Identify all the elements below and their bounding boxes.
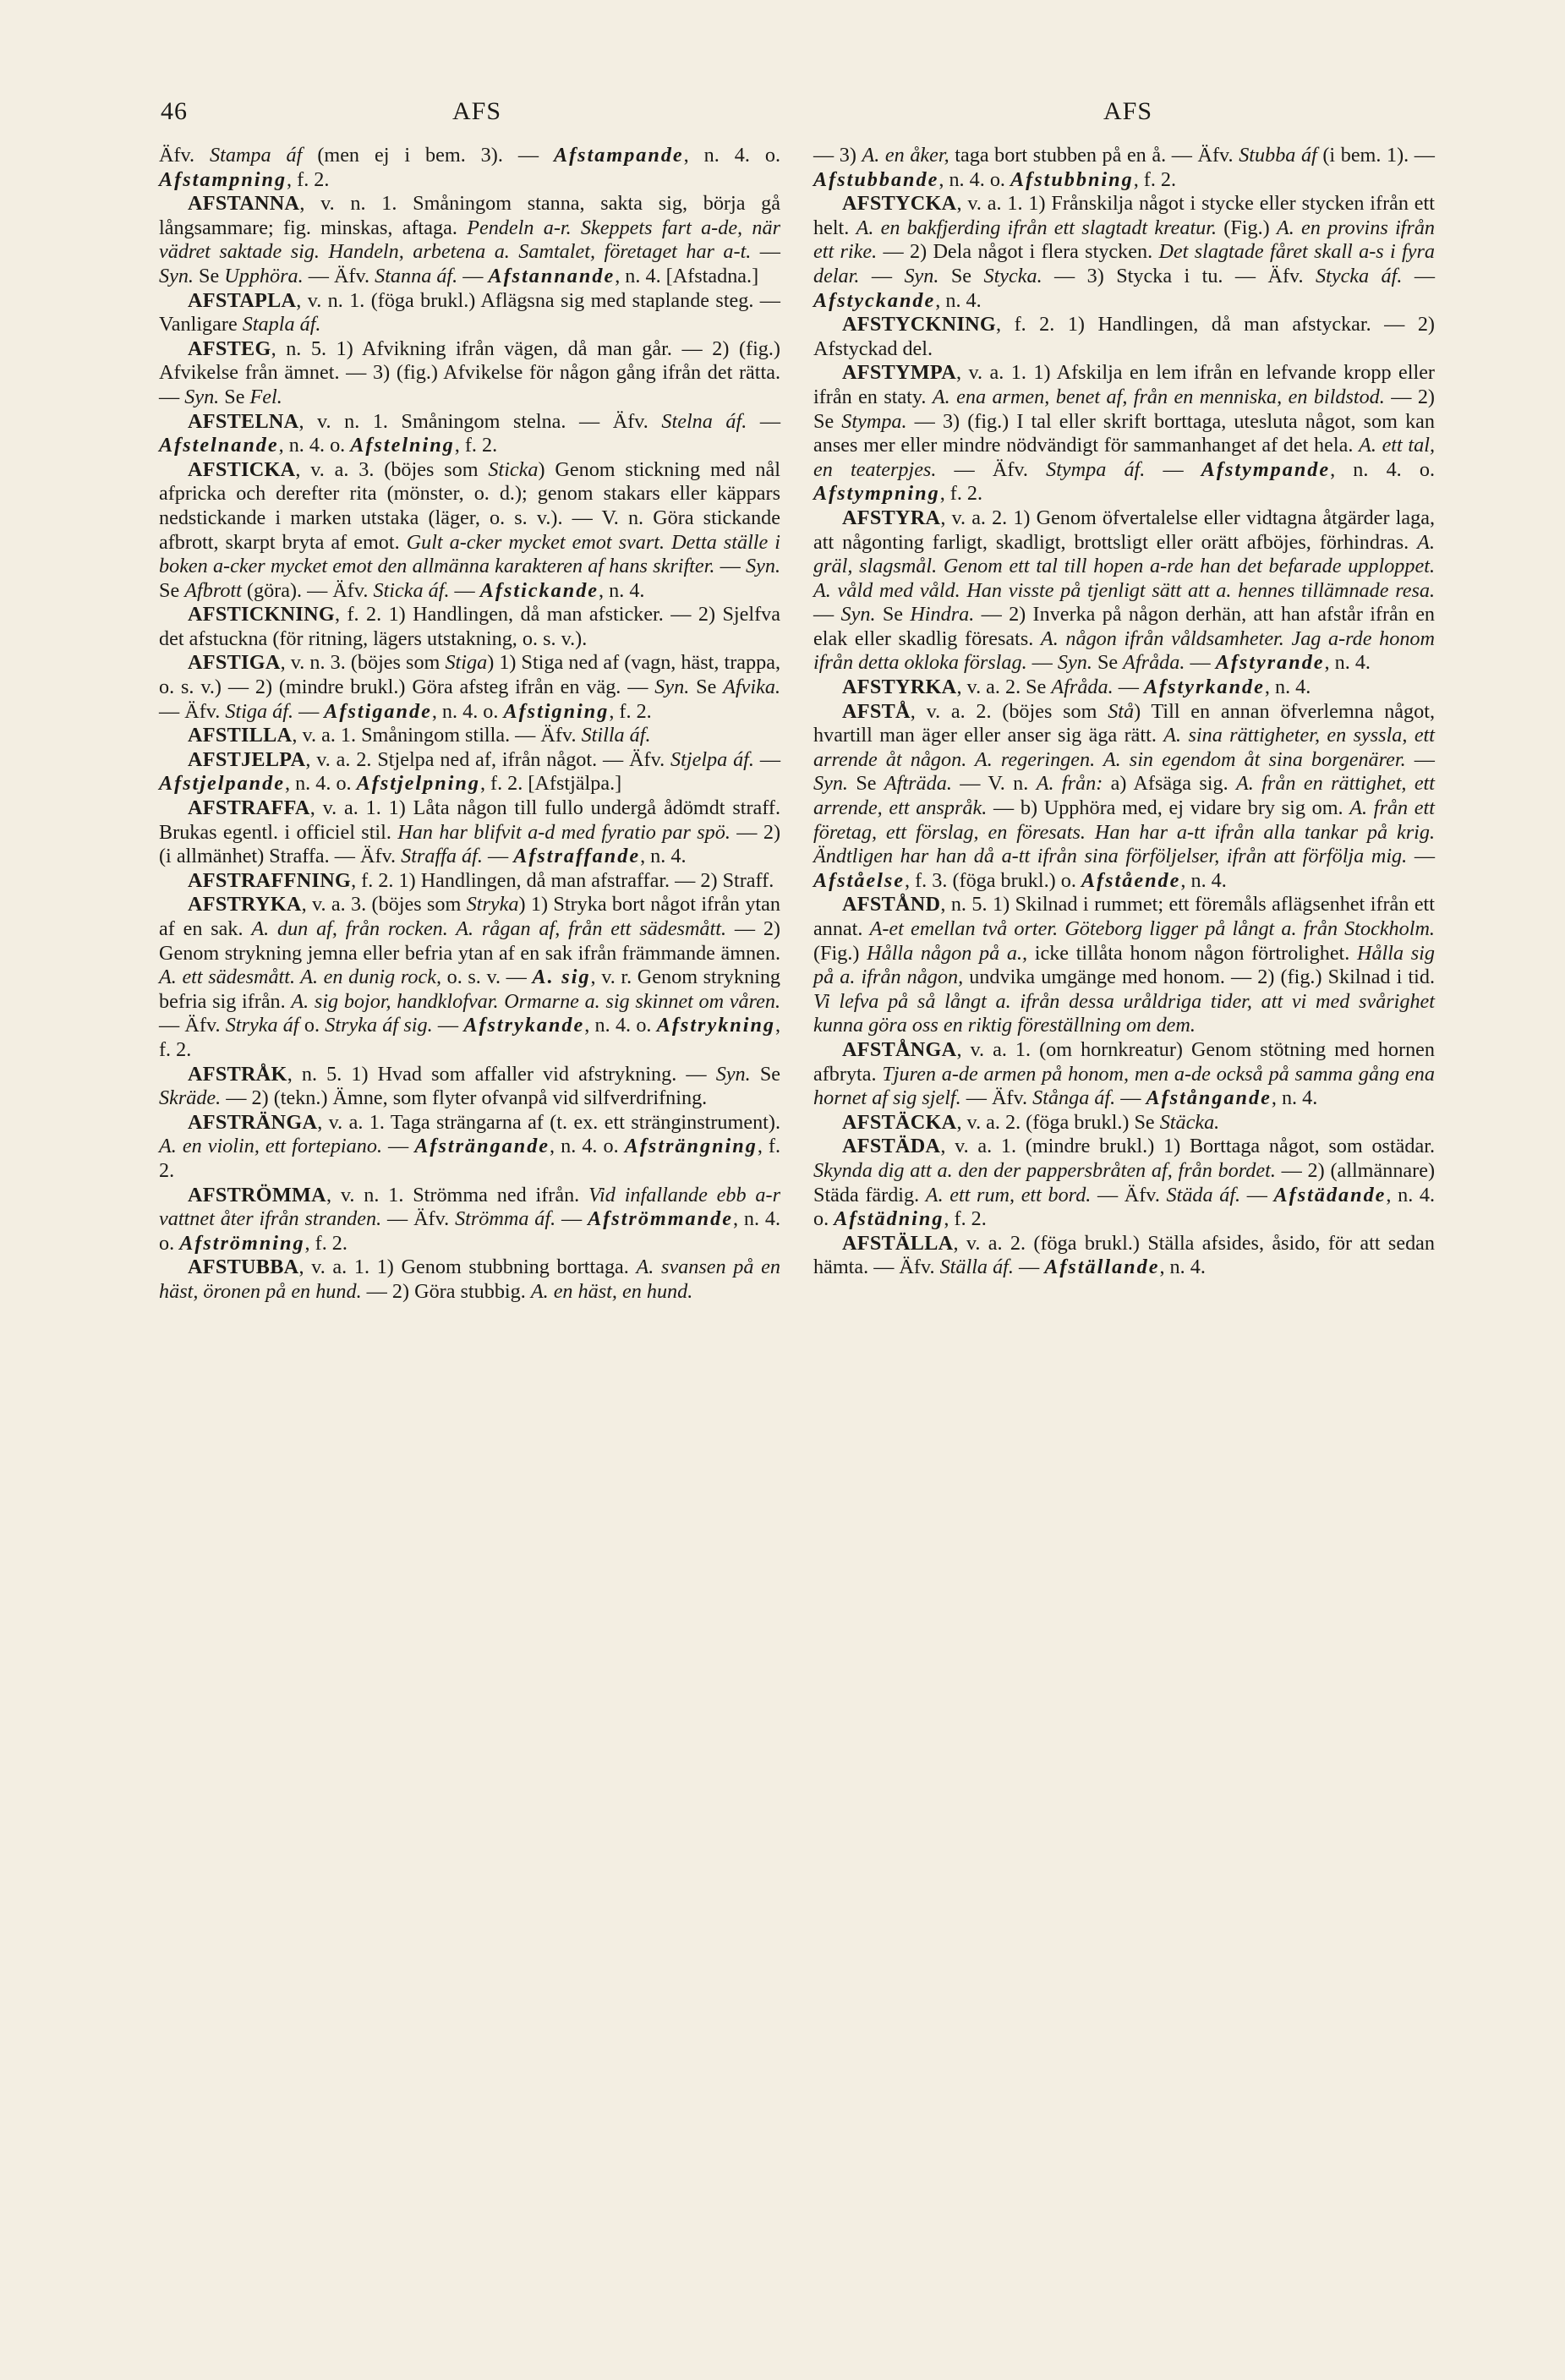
entry-text: , v. a. 1. 1) Låta någon till fullo undergå ådömdt straff. Brukas egentl. i officiel stil. [159,796,780,844]
example-text: Stampa áf [210,144,303,167]
example-text: Syn. [813,772,848,796]
example-text: Stympa áf. [1046,457,1146,481]
example-text: Afvika. [723,676,780,699]
entry-text: , v. n. 1. Småningom stelna. — Äfv. [298,409,662,433]
example-text: Stäcka. [1159,1110,1220,1134]
example-text: Sticka [488,457,539,481]
headword: AFSTYCKA [842,192,957,216]
entry-text: , v. a. 2. 1) Genom öfvertalelse eller vidtagna åtgärder laga, att någonting farligt, skadligt, brottsligt eller orätt afböjes, förhindras. [813,506,1435,554]
dictionary-entry [159,869,780,894]
example-text: Pendeln a-r. Skeppets fart a-de, när vädret saktade sig. Handeln, arbetena a. Samtalet, företaget har a-t. [159,216,780,264]
entry-text: taga bort stubben på en å. — Äfv. [949,144,1239,167]
headword: AFSTRÅK [188,1062,287,1086]
example-text: Det slagtade fåret skall a-s i fyra delar. [813,240,1435,287]
example-text: Syn. [840,603,876,626]
entry-text: , n. 4. [Afstadna.] [615,264,759,287]
example-text: Skräde. [159,1086,222,1110]
entry-text: , n. 4. o. [284,772,357,796]
entry-text: Äfv. [159,144,211,167]
example-text: Hålla sig på a. ifrån någon, [813,941,1435,989]
entry-text: — [1405,747,1435,771]
entry-text: (Fig.) [813,941,867,965]
entry-text: Se [1092,651,1124,675]
example-text: Stå [1108,699,1135,723]
dictionary-entry [813,700,1435,894]
dictionary-entry [159,748,780,796]
entry-text: undvika umgänge med honom. — 2) (fig.) Skilnad i tid. [963,966,1435,989]
example-text: A. ett tal, en teaterpjes. [813,434,1435,481]
entry-text: — [555,1207,588,1231]
dictionary-entry [159,1184,780,1256]
example-text: Afråda. [1051,676,1114,699]
entry-text: — [714,555,747,578]
entry-text: , f. 2. 1) Handlingen, då man afsticker. — 2) Sjelfva det afstuckna (för ritning, lägers utstakning, o. s. v.). [159,603,780,650]
entry-text: — [813,603,841,626]
dictionary-entry [813,1111,1435,1135]
entry-text: Se [159,578,185,602]
entry-text: , v. a. 1. 1) Genom stubbning borttaga. [298,1256,637,1279]
entry-text: — 2) (tekn.) Ämne, som flyter ofvanpå vid silfverdrifning. [221,1086,708,1110]
entry-text: , v. n. 1. Strömma ned ifrån. [326,1183,589,1206]
dictionary-entry [159,1111,780,1184]
example-text: Ställa áf. [939,1256,1014,1279]
example-text: Stympa. [841,409,907,433]
entry-text: a) Afsäga sig. [1103,772,1236,796]
example-text: A. ett sädesmått. A. en dunig rock, [159,966,441,989]
left-column [159,144,780,1305]
dictionary-entry [813,893,1435,1038]
entry-text: — [1026,651,1058,675]
example-text: Straffa áf. [401,845,483,868]
headword: AFSTICKA [188,457,296,481]
example-text: Sticka áf. [373,578,450,602]
entry-text: (men ej i bem. 3). — [302,144,554,167]
entry-text: ) Till en annan öfverlemna något, hvartill man äger eller anser sig äga rätt. [813,699,1435,747]
example-text: Gult a-cker mycket emot svart. Detta ställe i boken a-cker mycket emot den allmänna karakteren af hans skrifter. [159,530,780,578]
example-text: Hindra. [910,603,975,626]
dictionary-entry [159,337,780,410]
example-text: Stiga áf. [225,699,294,723]
entry-text: — [859,264,905,287]
derived-form: Afstyrkande [1143,676,1265,699]
entry-text: — [1145,457,1201,481]
entry-text: , v. a. 1. 1) Frånskilja något i stycke eller stycken ifrån ett helt. [813,192,1435,239]
dictionary-entry [813,676,1435,700]
example-text: A. ett rum, ett bord. [925,1183,1092,1206]
entry-text: Se [219,385,250,408]
entry-text: , v. a. 2. (böjes som [910,699,1108,723]
entry-text: — 2) Göra stubbig. [361,1279,531,1303]
derived-form: Afstående [1081,868,1181,892]
headword: AFSTRYKA [188,893,302,916]
example-text: Stånga áf. [1032,1086,1116,1110]
headword: AFSTÄLLA [842,1231,954,1255]
dictionary-entry [159,893,780,1062]
example-text: Syn. [184,385,220,408]
entry-text: — [449,578,480,602]
entry-text: , v. a. 2. Stjelpa ned af, ifrån något. — Äfv. [305,747,671,771]
entry-text: , n. 4. o. [550,1135,625,1158]
dictionary-entry [159,458,780,604]
entry-text: , f. 2. [Afstjälpa.] [479,772,622,796]
example-text: Syn. [1057,651,1092,675]
entry-text: — [293,699,325,723]
headword: AFSTÅND [842,893,941,916]
entry-text: — [1113,676,1144,699]
derived-form: Afstigande [324,699,432,723]
example-text: Syn. [159,264,194,287]
entry-text: Se [193,264,225,287]
example-text: A-et emellan två orter. Göteborg ligger på långt a. från Stockholm. [869,917,1435,940]
example-text: A. gräl, slagsmål. Genom ett tal till hopen a-rde han det befarade upploppet. A. våld med våld. Han visste på tjenligt sätt att a. hennes tillämnade resa. [813,530,1435,602]
example-text: Vi lefva på så långt a. ifrån dessa uråldriga tider, att vi med svårighet kunna göra oss en riktig föreställning om dem. [813,989,1435,1037]
derived-form: Afstjelpande [159,772,285,796]
entry-text: — [457,264,489,287]
entry-text: , n. 4. o. [938,167,1010,191]
derived-form: Afstelnande [159,434,279,457]
example-text: A. från ett företag, ett förslag, en föresats. Han har a-tt ifrån alla tankar på krig. Ändtligen har han då a-tt ifrån sina förföljelser, ifrån att förfölja mig. [813,796,1435,868]
example-text: Afbrott [184,578,242,602]
example-text: Han har blifvit a-d med fyratio par spö. [397,820,731,844]
right-column [813,144,1435,1280]
entry-text: , n. 4. [640,845,687,868]
example-text: A. en violin, ett fortepiano. [159,1135,382,1158]
example-text: A. en häst, en hund. [530,1279,693,1303]
example-text: A. en provins ifrån ett rike. [813,216,1436,264]
entry-text: , f. 2. [159,1014,781,1061]
entry-text: , f. 2. [1133,167,1177,191]
entry-text: , n. 4. o. [431,699,504,723]
example-text: Stelna áf. [661,409,747,433]
entry-text: — [432,1014,464,1037]
dictionary-entry [813,1135,1435,1231]
entry-text: (göra). — Äfv. [241,578,374,602]
entry-text: , v. n. 1. (föga brukl.) Aflägsna sig med staplande steg. — Vanligare [159,288,780,336]
derived-form: Afstubbande [813,167,939,191]
entry-text: , n. 4. o. [813,1183,1435,1231]
headword: AFSTRÄNGA [188,1110,318,1134]
entry-text: Se [875,603,911,626]
dictionary-entry [159,410,780,458]
example-text: Skynda dig att a. den der pappersbråten af, från bordet. [813,1158,1276,1182]
derived-form: Afströmning [179,1231,305,1255]
example-text: Stubba áf [1239,144,1317,167]
headword: AFSTUBBA [188,1256,299,1279]
entry-text: , v. n. 3. (böjes som [280,651,446,675]
headword: AFSTÄDA [842,1135,941,1158]
entry-text: , n. 4. o. [278,434,351,457]
entry-text: , v. a. 1. 1) Afskilja en lem ifrån en lefvande kropp eller ifrån en staty. [813,361,1435,408]
entry-text: , n. 4. [1324,651,1371,675]
derived-form: Afståelse [813,868,906,892]
entry-text: , v. a. 3. (böjes som [295,457,489,481]
entry-text: — [747,409,781,433]
entry-text: Se [750,1062,781,1086]
example-text: Afråda. [1123,651,1185,675]
entry-text: — [751,240,780,264]
entry-text: — 2) Genom strykning jemna eller befria ytan af en sak ifrån främmande ämnen. [159,917,780,965]
entry-text: Se [847,772,884,796]
entry-text: , n. 5. 1) Afvikning ifrån vägen, då man går. — 2) (fig.) Afvikelse från ämnet. — 3) (fig.) Afvikelse för någon gång ifrån det rätta. — [159,336,780,408]
example-text: Afträda. [884,772,952,796]
example-text: Fel. [249,385,282,408]
entry-text: — 2) Dela något i flera stycken. [877,240,1159,264]
entry-text: , v. a. 2. (föga brukl.) Ställa afsides, åsido, för att sedan hämta. — Äfv. [813,1231,1435,1279]
dictionary-entry [159,289,780,337]
headword: AFSTEG [188,336,271,360]
entry-text: — 3) [813,144,862,167]
entry-text: — [1402,264,1436,287]
entry-text: — Äfv. [960,1086,1033,1110]
dictionary-entry [813,192,1435,313]
derived-form: Afstampning [159,167,287,191]
headword: AFSTYMPA [842,361,956,385]
entry-text: — [1407,845,1436,868]
headword: AFSTICKNING [188,603,335,626]
entry-text: ) 1) Stiga ned af (vagn, häst, trappa, o. s. v.) — 2) (mindre brukl.) Göra afsteg ifrån en väg. — [159,651,781,699]
headword: AFSTELNA [188,409,299,433]
entry-text: — Äfv. [159,1014,226,1037]
example-text: Stryka [466,893,519,916]
example-text: Stryka áf sig. [325,1014,433,1037]
entry-text: — [1013,1256,1045,1279]
example-text: Hålla någon på a., [867,941,1028,965]
entry-text: , f. 2. [609,699,652,723]
entry-text: — [482,845,514,868]
entry-text: , f. 2. [454,434,498,457]
derived-form: Afstannande [488,264,616,287]
dictionary-entry [813,1232,1435,1280]
dictionary-entry [159,651,780,724]
entry-text: Se [938,264,984,287]
entry-text: , f. 2. [944,1207,987,1231]
derived-form: Afstrykning [656,1014,775,1037]
example-text: Syn. [904,264,939,287]
entry-text: — b) Upphöra med, ej vidare bry sig om. [987,796,1350,820]
derived-form: Afstångande [1146,1086,1272,1110]
entry-text: , n. 4. [1264,676,1311,699]
example-text: Stjelpa áf. [670,747,754,771]
headword: AFSTYRA [842,506,941,529]
entry-text: — 2) Se [813,385,1435,433]
example-text: A. någon ifrån våldsamheter. Jag a-rde honom ifrån detta okloka förslag. [813,626,1435,675]
example-text: Strömma áf. [455,1207,556,1231]
headword: AFSTÄCKA [842,1110,957,1134]
entry-text: — Äfv. [159,699,226,723]
entry-text: , f. 2. [939,482,983,506]
example-text: A. ena armen, benet af, från en menniska, en bildstod. [932,385,1385,408]
entry-text: (i bem. 1). — [1316,144,1435,167]
entry-text: , v. a. 1. (mindre brukl.) 1) Borttaga något, som ostädar. [940,1135,1435,1158]
derived-form: Afstigning [503,699,610,723]
derived-form: Afstampande [553,144,684,167]
example-text: Stycka. [983,264,1042,287]
headword: AFSTANNA [188,192,300,216]
example-text: Upphöra. [224,264,304,287]
example-text: A. från en rättighet, ett arrende, ett anspråk. [813,772,1435,820]
entry-text: ) 1) Stryka bort något ifrån ytan af en sak. [159,893,780,940]
derived-form: Afstädning [834,1207,944,1231]
example-text: Vid infallande ebb a-r vattnet åter ifrån stranden. [159,1183,780,1231]
dictionary-entry [813,361,1435,506]
example-text: Städa áf. [1166,1183,1241,1206]
entry-text: — V. n. [951,772,1037,796]
entry-text: — Äfv. [1091,1183,1167,1206]
entry-text: (Fig.) [1217,216,1277,239]
dictionary-entry [159,144,780,192]
example-text: Syn. [654,676,690,699]
example-text: A. sina rättigheter, en syssla, ett arrende åt någon. A. regeringen. A. sin egendom åt sina borgenärer. [813,724,1435,771]
entry-text: , n. 5. 1) Skilnad i rummet; ett föremåls aflägsenhet ifrån ett annat. [813,893,1435,940]
example-text: A. dun af, från rocken. A. rågan af, från ett sädesmått. [251,917,727,940]
headword: AFSTAPLA [188,288,297,312]
entry-text: — 2) Inverka på någon derhän, att han afstår ifrån en elak eller skadlig föresats. [813,603,1436,650]
entry-text: , n. 4. [935,288,982,312]
entry-text: , v. r. Genom strykning befria sig ifrån. [159,966,781,1013]
entry-text: , v. a. 2. Se [956,676,1052,699]
entry-text: , v. n. 1. Småningom stanna, sakta sig, börja gå långsammare; fig. minskas, aftaga. [159,192,780,239]
entry-text: o. [298,1014,326,1037]
entry-text: — Äfv. [381,1207,456,1231]
dictionary-entry [159,1063,780,1111]
derived-form: Afstrykande [463,1014,585,1037]
headword: AFSTRÖMMA [188,1183,326,1206]
derived-form: Afstympande [1201,457,1331,481]
entry-text: , f. 2. [287,167,330,191]
example-text: Stapla áf. [242,313,321,336]
dictionary-entry [159,1256,780,1304]
headword: AFSTÅNGA [842,1037,957,1061]
example-text: Stanna áf. [375,264,458,287]
derived-form: Afstickande [479,578,599,602]
derived-form: Afsträngning [624,1135,758,1158]
derived-form: Afstelning [350,434,455,457]
entry-text: — Äfv. [303,264,375,287]
entry-text: , v. a. 1. Småningom stilla. — Äfv. [292,724,582,747]
example-text: A. sig bojor, handklofvar. Ormarne a. sig skinnet om våren. [291,989,780,1013]
dictionary-entry [159,603,780,651]
entry-text: , f. 3. (föga brukl.) o. [905,868,1081,892]
entry-text: , n. 4. o. [159,1207,781,1255]
dictionary-entry [813,1038,1435,1111]
entry-text: , v. a. 1. Taga strängarna af (t. ex. ett stränginstrument). [317,1110,780,1134]
example-text: Stryka áf [225,1014,299,1037]
entry-text: — [382,1135,415,1158]
dictionary-entry [813,313,1435,361]
derived-form: Afstjelpning [356,772,480,796]
derived-form: A. sig [532,966,591,989]
derived-form: Afsträngande [414,1135,550,1158]
dictionary-entry [813,506,1435,676]
entry-text: , n. 4. [1180,868,1227,892]
headword: AFSTIGA [188,651,281,675]
entry-text: — [753,747,781,771]
example-text: A. från: [1036,772,1103,796]
example-text: Syn. [746,555,780,578]
example-text: Syn. [715,1062,751,1086]
right-running-head: AFS [1103,97,1153,125]
entry-text: ) Genom stickning med nål afpricka och derefter rita (mönster, o. d.); genom stakars eller käppars nedstickande i marken utstaka (läger, o. s. v.). — V. n. Göra stickande afbrott, skarpt bryta af emot. [159,457,780,554]
entry-text: , v. a. 2. (föga brukl.) Se [956,1110,1160,1134]
entry-text: , f. 2. [304,1231,347,1255]
entry-text: , f. 2. [159,1135,781,1182]
page-number: 46 [161,97,188,125]
example-text: A. svansen på en häst, öronen på en hund. [159,1256,781,1303]
entry-text: , f. 2. 1) Handlingen, då man afstyckar. — 2) Afstyckad del. [813,313,1435,360]
example-text: Stycka áf. [1316,264,1403,287]
entry-text: o. s. v. — [441,966,533,989]
entry-text: , n. 4. o. [584,1014,657,1037]
derived-form: Afstyrande [1215,651,1325,675]
entry-text: — 2) (allmännare) Städa färdig. [813,1158,1435,1206]
dictionary-entry [813,144,1435,192]
headword: AFSTRAFFNING [188,868,352,892]
derived-form: Afstädande [1273,1183,1387,1206]
entry-text: , n. 5. 1) Hvad som affaller vid afstrykning. — [287,1062,716,1086]
example-text: Stilla áf. [581,724,651,747]
entry-text: — Äfv. [936,457,1047,481]
entry-text: — [1115,1086,1146,1110]
entry-text: — 3) Stycka i tu. — Äfv. [1042,264,1316,287]
headword: AFSTYCKNING [842,313,997,336]
entry-text: , n. 4. o. [1330,457,1436,481]
example-text: A. en bakfjerding ifrån ett slagtadt kreatur. [856,216,1218,239]
derived-form: Afstympning [813,482,940,506]
entry-text: — [1185,651,1216,675]
entry-text: , n. 4. [1271,1086,1318,1110]
headword: AFSTJELPA [188,747,306,771]
derived-form: Afstyckande [813,288,936,312]
left-running-head: AFS [452,97,502,125]
dictionary-entry [159,724,780,748]
dictionary-entry [159,796,780,869]
headword: AFSTÅ [842,699,911,723]
headword: AFSTILLA [188,724,293,747]
derived-form: Afställande [1044,1256,1160,1279]
derived-form: Afstubbning [1010,167,1134,191]
dictionary-entry [159,192,780,288]
entry-text: , n. 4. [599,578,645,602]
entry-text: , v. a. 1. (om hornkreatur) Genom stötning med hornen afbryta. [813,1037,1435,1086]
entry-text: , n. 4. [1159,1256,1206,1279]
example-text: A. en åker, [862,144,949,167]
example-text: Stiga [445,651,488,675]
entry-text: — 3) (fig.) I tal eller skrift borttaga, utesluta något, som kan anses mer eller mindre nödvändigt för sammanhanget af det hela. [813,409,1435,457]
headword: AFSTYRKA [842,676,957,699]
derived-form: Afströmmande [588,1207,733,1231]
example-text: Tjuren a-de armen på honom, men a-de också på samma gång ena hornet af sig sjelf. [813,1062,1435,1110]
entry-text: , n. 4. o. [683,144,780,167]
entry-text: icke tillåta honom någon förtrolighet. [1027,941,1357,965]
entry-text: , v. a. 3. (böjes som [301,893,467,916]
headword: AFSTRAFFA [188,796,310,820]
entry-text: — [1240,1183,1274,1206]
entry-text: — 2) (i allmänhet) Straffa. — Äfv. [159,820,780,868]
derived-form: Afstraffande [513,845,641,868]
entry-text: , f. 2. 1) Handlingen, då man afstraffar. — 2) Straff. [351,868,774,892]
entry-text: Se [689,676,724,699]
